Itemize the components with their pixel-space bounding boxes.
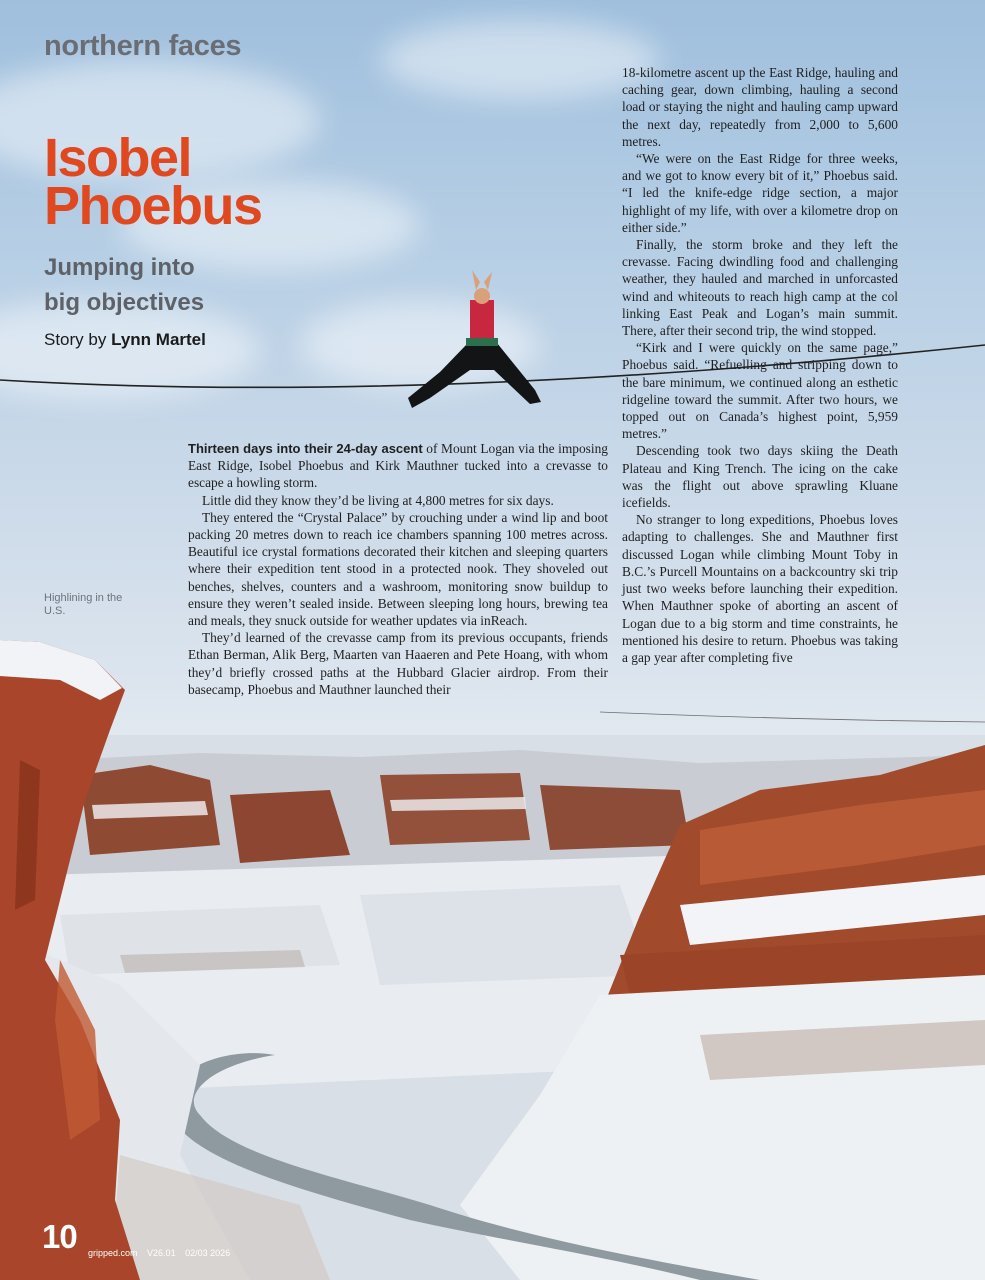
footer-date: 02/03 2026 <box>185 1248 231 1258</box>
subtitle-line: Jumping into <box>44 254 195 281</box>
title-line: Isobel <box>44 128 192 188</box>
paragraph: Descending took two days skiing the Death Plateau and King Trench. The icing on the cake was the flight out above sprawling Kluane icefields. <box>622 443 898 511</box>
byline-prefix: Story by <box>44 330 112 349</box>
photo-caption: Highlining in the U.S. <box>44 592 123 617</box>
footer-info <box>88 1248 237 1258</box>
title-line: Phoebus <box>44 176 262 236</box>
footer-volume: V26.01 <box>147 1248 176 1258</box>
paragraph: 18-kilometre ascent up the East Ridge, hauling and caching gear, down climbing, hauling a second load or staying the night and hauling camp upward the next day, repeatedly from 2,000 to 5,600 metres. <box>622 65 898 149</box>
byline-author: Lynn Martel <box>111 330 206 349</box>
article-column-2 <box>622 64 898 666</box>
paragraph: “We were on the East Ridge for three weeks, and we got to know every bit of it,” Phoebus said. “I led the knife-edge ridge section, a major highlight of my life, with over a kilometre drop on either side.” <box>622 151 898 235</box>
paragraph: They’d learned of the crevasse camp from its previous occupants, friends Ethan Berman, Alik Berg, Maarten van Haaeren and Pete Hoang, with whom they’d briefly crossed paths at the Hubbard Glacier airdrop. From their basecamp, Phoebus and Mauthner launched their <box>188 630 608 697</box>
paragraph: Finally, the storm broke and they left the crevasse. Facing dwindling food and challenging weather, they hauled and marched in unforcasted wind and whiteouts to reach high camp at the col linking East Peak and Logan’s main summit. There, after their second trip, the wind stopped. <box>622 237 898 339</box>
section-label: northern faces <box>44 30 242 62</box>
paragraph <box>188 440 608 492</box>
paragraph: Little did they know they’d be living at 4,800 metres for six days. <box>202 492 554 508</box>
lead-in: Thirteen days into their 24-day ascent <box>188 441 423 456</box>
paragraph: No stranger to long expeditions, Phoebus loves adapting to challenges. She and Mauthner first discussed Logan while climbing Mount Toby in B.C.’s Purcell Mountains on a backcountry ski trip just two weeks before launching their expedition. When Mauthner spoke of aborting an ascent of Logan due to a big storm and time constraints, he mentioned his desire to return. Phoebus was taking a gap year after completing five <box>622 512 898 665</box>
paragraph-text: of Mount Logan via the imposing East Ridge, Isobel Phoebus and Kirk Mauthner tucked into a crevasse to escape a howling storm. <box>188 441 608 491</box>
paragraph: “Kirk and I were quickly on the same page,” Phoebus said. “Refuelling and stripping down to the bare minimum, we continued along an esthetic ridgeline toward the summit. After two hours, we topped out on Canada’s highest point, 5,959 metres.” <box>622 340 898 442</box>
article-column-1 <box>188 440 608 698</box>
subtitle-line: big objectives <box>44 289 205 316</box>
byline <box>44 330 206 350</box>
article-subtitle <box>44 250 304 320</box>
paragraph: They entered the “Crystal Palace” by crouching under a wind lip and boot packing 20 metres down to reach ice chambers spanning 100 metres across. Beautiful ice crystal formations decorated their kitchen and sleeping quarters where their expedition tent stood in a protected nook. They shoveled out benches, shelves, counters and a washroom, monitoring snow buildup to ensure they weren’t sealed inside. Between sleeping long hours, brewing tea and meals, they snuck outside for weather updates via inReach. <box>188 509 608 629</box>
footer-site: gripped.com <box>88 1248 138 1258</box>
page-number: 10 <box>42 1218 77 1255</box>
article-title <box>44 128 364 236</box>
